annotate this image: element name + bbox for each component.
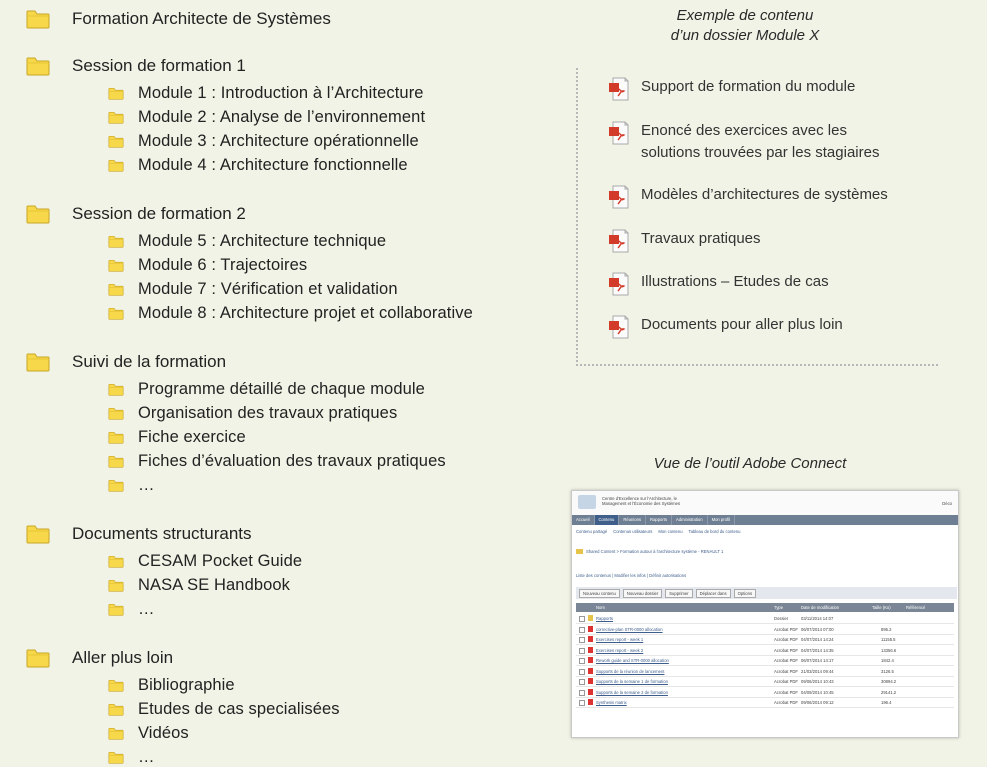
document-label [641, 271, 829, 293]
pdf-icon [588, 668, 593, 674]
folder-item[interactable] [108, 132, 419, 151]
pdf-icon [608, 77, 629, 101]
adobe-nav-tab[interactable]: Mon profil [708, 515, 735, 525]
folder-icon [108, 479, 124, 492]
document-item[interactable] [608, 184, 888, 209]
row-size: 13356.6 [881, 647, 897, 653]
pdf-icon [588, 626, 593, 632]
folder-icon [108, 283, 124, 296]
folder-item-label: Module 8 : Architecture projet et collaborative [138, 304, 473, 322]
folder-item-label: … [138, 600, 155, 618]
folder-icon [108, 159, 124, 172]
folder-item[interactable] [108, 724, 189, 743]
folder-icon [108, 383, 124, 396]
adobe-logo [578, 495, 596, 509]
folder-item[interactable] [108, 108, 425, 127]
adobe-connect-screenshot [571, 490, 959, 738]
folder-item-label: Bibliographie [138, 676, 235, 694]
folder-icon [108, 679, 124, 692]
row-name[interactable]: Supports de la semaine 2 de formation [596, 689, 668, 695]
folder-icon [26, 204, 50, 224]
row-name[interactable]: Synthesis matrix [596, 700, 627, 705]
folder-item-label: … [138, 748, 155, 766]
adobe-subnav-link[interactable]: Contenu partagé [576, 529, 608, 534]
document-label-line1: Modèles d’architectures de systèmes [641, 186, 888, 203]
example-caption-line2: d’un dossier Module X [670, 27, 820, 44]
folder-section[interactable] [26, 204, 246, 224]
row-type: Dossier [774, 616, 789, 621]
folder-section-label: Documents structurants [72, 524, 252, 543]
folder-root[interactable] [26, 9, 331, 29]
folder-section-label: Session de formation 2 [72, 204, 246, 223]
row-date: 04/07/2014 14:24 [801, 637, 834, 642]
folder-item[interactable] [108, 600, 155, 619]
row-date: 04/09/2014 10:45 [801, 689, 834, 695]
folder-item[interactable] [108, 256, 307, 275]
row-name[interactable]: Supports de la réunion de lancement [596, 668, 665, 674]
folder-icon [108, 431, 124, 444]
adobe-toolbar-button[interactable]: Déplacer dans [696, 589, 731, 598]
folder-item-label: Etudes de cas specialisées [138, 700, 340, 718]
folder-item[interactable] [108, 676, 235, 695]
folder-item-label: Module 7 : Vérification et validation [138, 280, 398, 298]
folder-icon [108, 87, 124, 100]
folder-item-label: Module 6 : Trajectoires [138, 256, 308, 274]
folder-icon [108, 455, 124, 468]
pdf-icon [608, 272, 629, 296]
document-label-line1: Support de formation du module [641, 78, 856, 95]
folder-item-label: Fiche exercice [138, 428, 246, 446]
folder-item-label: Module 1 : Introduction à l’Architecture [138, 84, 424, 102]
folder-item[interactable] [108, 552, 302, 571]
folder-icon [108, 603, 124, 616]
adobe-column-header[interactable]: Type [774, 605, 784, 610]
folder-icon [26, 648, 50, 668]
row-type: Acrobat PDF [774, 637, 798, 642]
document-item[interactable] [608, 228, 761, 253]
adobe-navbar [572, 515, 958, 525]
adobe-column-header[interactable]: Taille (Ko) [872, 605, 891, 610]
adobe-nav-tab[interactable]: Contenu [595, 515, 620, 525]
folder-section-label: Session de formation 1 [72, 56, 246, 75]
row-checkbox[interactable] [579, 627, 585, 633]
adobe-table-header [576, 603, 954, 612]
row-checkbox[interactable] [579, 616, 585, 622]
folder-item-label: Vidéos [138, 724, 189, 742]
row-checkbox[interactable] [579, 690, 585, 696]
right-panel [565, 0, 987, 750]
adobe-breadcrumb[interactable] [576, 549, 723, 554]
row-size: 895.2 [881, 626, 892, 632]
folder-icon [26, 56, 50, 76]
adobe-logout-link[interactable]: Déco [942, 501, 952, 506]
adobe-table-row[interactable] [576, 625, 954, 635]
row-type: Acrobat PDF [774, 647, 798, 653]
folder-icon [108, 727, 124, 740]
folder-icon [108, 259, 124, 272]
adobe-subnav [576, 529, 740, 534]
folder-icon [26, 524, 50, 544]
folder-root-label: Formation Architecte de Systèmes [72, 9, 331, 28]
folder-item[interactable] [108, 700, 340, 719]
folder-item[interactable] [108, 576, 290, 595]
folder-item[interactable] [108, 84, 424, 103]
folder-item[interactable] [108, 452, 446, 471]
adobe-column-header[interactable]: Date de modification [801, 605, 840, 610]
row-size: 196.4 [881, 700, 892, 705]
document-label-line1: Enoncé des exercices avec les [641, 122, 847, 139]
folder-item-label: Programme détaillé de chaque module [138, 380, 425, 398]
document-item[interactable] [608, 120, 879, 164]
pdf-icon [608, 121, 629, 145]
row-date: 21/03/2014 09:44 [801, 668, 834, 674]
row-date: 04/07/2014 14:35 [801, 647, 834, 653]
row-name[interactable]: Exercises report - week 2 [596, 647, 644, 653]
pdf-icon [608, 315, 629, 339]
adobe-toolbar-button[interactable]: Nouveau contenu [579, 589, 620, 598]
folder-item[interactable] [108, 280, 398, 299]
row-date: 06/07/2014 07:00 [801, 626, 834, 632]
folder-section[interactable] [26, 648, 173, 668]
document-label [641, 228, 761, 250]
adobe-nav-tab[interactable]: Administration [672, 515, 708, 525]
row-name[interactable]: Exercises report - week 1 [596, 637, 644, 642]
example-caption-line1: Exemple de contenu [676, 7, 814, 24]
adobe-caption: Vue de l’outil Adobe Connect [653, 455, 847, 472]
pdf-icon [588, 689, 593, 695]
folder-icon [588, 615, 593, 621]
adobe-org-line1: Centre d'Excellence sur l'Architecture, le [602, 496, 677, 501]
folder-icon [108, 555, 124, 568]
folder-icon [108, 751, 124, 764]
adobe-subnav-link[interactable]: Mon contenu [658, 529, 683, 534]
adobe-toolbar-button[interactable]: Options [734, 589, 756, 598]
folder-icon [108, 135, 124, 148]
folder-icon [108, 307, 124, 320]
folder-item[interactable] [108, 476, 155, 495]
folder-section-label: Suivi de la formation [72, 352, 227, 371]
document-label [641, 314, 843, 336]
folder-item[interactable] [108, 156, 408, 175]
pdf-icon [588, 636, 593, 642]
adobe-table-row[interactable] [576, 646, 954, 656]
row-size: 29141.2 [881, 689, 897, 695]
folder-item-label: Organisation des travaux pratiques [138, 404, 398, 422]
adobe-toolbar-button[interactable]: Nouveau dossier [623, 589, 662, 598]
adobe-nav-tab[interactable]: Réunions [619, 515, 646, 525]
folder-item[interactable] [108, 304, 473, 323]
folder-icon [108, 235, 124, 248]
row-type: Acrobat PDF [774, 658, 798, 663]
row-type: Acrobat PDF [774, 689, 798, 695]
folder-item[interactable] [108, 404, 397, 423]
document-label-line1: Illustrations – Etudes de cas [641, 273, 829, 290]
folder-section[interactable] [26, 524, 252, 544]
folder-item-label: Fiches d’évaluation des travaux pratiques [138, 452, 446, 470]
adobe-table-row[interactable] [576, 677, 954, 687]
folder-section[interactable] [26, 352, 226, 372]
row-checkbox[interactable] [579, 637, 585, 643]
row-checkbox[interactable] [579, 679, 585, 685]
document-label [641, 120, 879, 164]
folder-icon [108, 111, 124, 124]
folder-item[interactable] [108, 428, 246, 447]
adobe-column-header[interactable]: Nom [596, 605, 605, 610]
document-item[interactable] [608, 76, 855, 101]
row-type: Acrobat PDF [774, 679, 798, 684]
document-item[interactable] [608, 271, 829, 296]
adobe-table-row[interactable] [576, 698, 954, 708]
pdf-icon [588, 647, 593, 653]
folder-icon [108, 579, 124, 592]
row-type: Acrobat PDF [774, 668, 798, 674]
document-label [641, 184, 888, 206]
row-size: 11155.5 [881, 637, 896, 642]
row-checkbox[interactable] [579, 669, 585, 675]
adobe-toolbar [576, 587, 957, 599]
adobe-links[interactable]: Liste des contenus | Modifier les infos | Définir autorisations [576, 573, 687, 578]
document-label-line2: solutions trouvées par les stagiaires [641, 144, 880, 161]
row-size: 30894.2 [881, 679, 897, 684]
adobe-table-row[interactable] [576, 656, 954, 666]
folder-item-label: CESAM Pocket Guide [138, 552, 303, 570]
adobe-breadcrumb-text[interactable]: Shared Content > Formation autour à l'architecture système - RENAULT 1 [586, 549, 724, 554]
row-checkbox[interactable] [579, 648, 585, 654]
pdf-icon [608, 185, 629, 209]
row-date: 03/11/2014 14:07 [801, 616, 834, 621]
folder-icon [26, 9, 50, 29]
document-label-line1: Documents pour aller plus loin [641, 316, 843, 333]
adobe-org [602, 496, 762, 506]
row-type: Acrobat PDF [774, 700, 798, 705]
adobe-org-line2: Management et l'Économie des Systèmes [602, 501, 681, 506]
adobe-toolbar-button[interactable]: Supprimer [665, 589, 692, 598]
example-caption [635, 6, 855, 46]
document-label [641, 76, 855, 98]
folder-icon [108, 407, 124, 420]
adobe-subnav-link[interactable]: Tableau de bord du contenu [688, 529, 741, 534]
folder-item-label: NASA SE Handbook [138, 576, 291, 594]
folder-item-label: … [138, 476, 155, 494]
pdf-icon [588, 699, 593, 705]
row-name[interactable]: Rapports [596, 616, 613, 621]
adobe-column-header[interactable]: Référencé [906, 605, 926, 610]
folder-item-label: Module 5 : Architecture technique [138, 232, 387, 250]
folder-item[interactable] [108, 748, 155, 767]
row-size: 3126.5 [881, 668, 894, 674]
folder-item-label: Module 3 : Architecture opérationnelle [138, 132, 419, 150]
folder-section-label: Aller plus loin [72, 648, 174, 667]
adobe-table-row[interactable] [576, 667, 954, 677]
folder-item-label: Module 2 : Analyse de l’environnement [138, 108, 426, 126]
folder-item[interactable] [108, 232, 386, 251]
row-name[interactable]: Supports de la semaine 1 de formation [596, 679, 668, 684]
folder-icon [108, 703, 124, 716]
folder-icon [576, 549, 583, 554]
row-type: Acrobat PDF [774, 626, 798, 632]
adobe-table-row[interactable] [576, 688, 954, 698]
row-date: 09/06/2014 09:12 [801, 700, 834, 705]
folder-item[interactable] [108, 380, 425, 399]
row-name[interactable]: corrective-plan STR-0000 allocation [596, 626, 663, 632]
adobe-nav-tab[interactable]: Rapports [646, 515, 672, 525]
adobe-table-row[interactable] [576, 614, 954, 624]
row-checkbox[interactable] [579, 658, 585, 664]
pdf-icon [588, 678, 593, 684]
document-item[interactable] [608, 314, 843, 339]
adobe-subnav-link[interactable]: Contenus utilisateurs [613, 529, 653, 534]
pdf-icon [588, 657, 593, 663]
row-name[interactable]: Rework guide and STR-0000 allocation [596, 658, 669, 663]
adobe-table-row[interactable] [576, 635, 954, 645]
adobe-header [572, 491, 958, 516]
folder-section[interactable] [26, 56, 246, 76]
row-size: 1842.4 [881, 658, 894, 663]
document-label-line1: Travaux pratiques [641, 230, 761, 247]
folder-icon [26, 352, 50, 372]
row-date: 09/06/2014 10:43 [801, 679, 834, 684]
adobe-nav-tab[interactable]: Accueil [572, 515, 595, 525]
pdf-icon [608, 229, 629, 253]
row-checkbox[interactable] [579, 700, 585, 706]
row-date: 06/07/2014 14:17 [801, 658, 834, 663]
folder-item-label: Module 4 : Architecture fonctionnelle [138, 156, 408, 174]
